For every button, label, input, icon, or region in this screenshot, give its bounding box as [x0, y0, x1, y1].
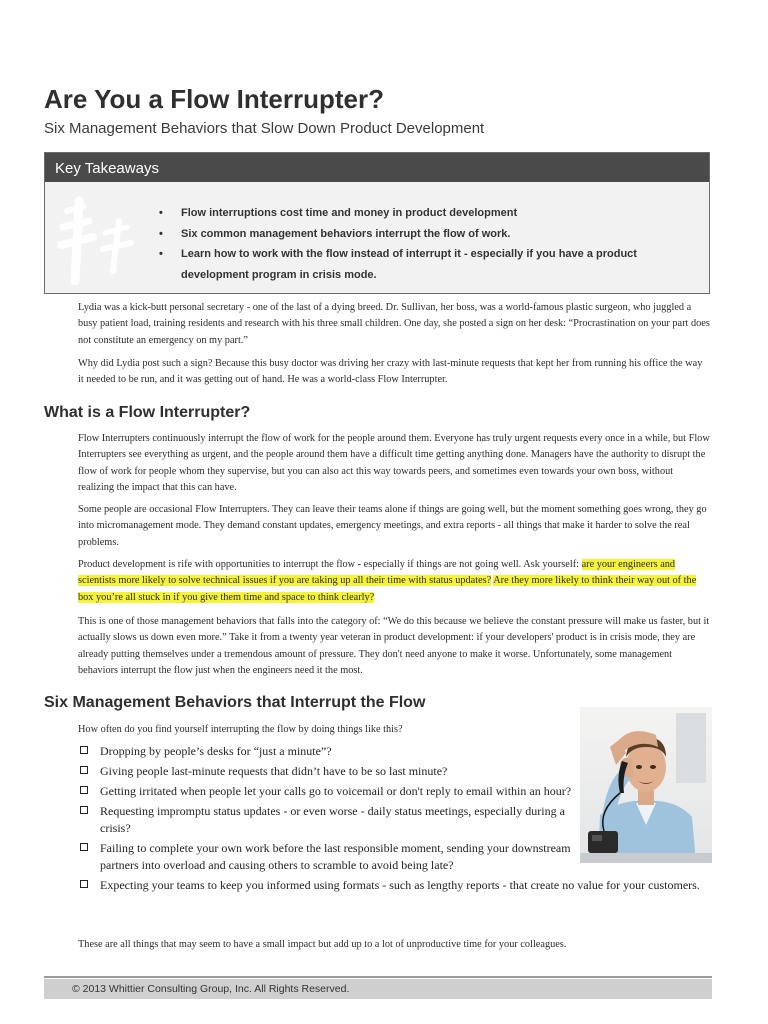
key-takeaways-box: [44, 152, 710, 294]
section1-paragraph-1: Flow Interrupters continuously interrupt the flow of work for the people around them. Everyone has truly urgent requests every once in a while, but Flow Interrupters see everything as urgent, and the people around them have a difficult time getting anything done. Managers have the authority to disrupt the flow of work for people whom they supervise, but you can also act this way towards peers, and sometimes even towards your own boss, without realizing the impact that this can have.: [78, 433, 710, 493]
key-takeaways-heading: Key Takeaways: [45, 153, 709, 182]
section-heading-flow-interrupter: What is a Flow Interrupter?: [44, 404, 251, 421]
list-item: Dropping by people’s desks for “just a minute”?: [78, 743, 578, 760]
footer-copyright: © 2013 Whittier Consulting Group, Inc. All Rights Reserved.: [44, 979, 712, 999]
highlighted-question-2: Are they more likely to think their way out of the box you’re all stuck in if you give them time and space to think clearly?: [78, 575, 697, 603]
list-item: Requesting impromptu status updates - or even worse - daily status meetings, especially during a crisis?: [78, 803, 578, 837]
list-item: Failing to complete your own work before the last responsible moment, sending your downstream partners into overload and causing others to scramble to avoid being late?: [78, 840, 578, 874]
section1-paragraph-2: Some people are occasional Flow Interrupters. They can leave their teams alone if things are going well, but the moment something goes wrong, they go into micromanagement mode. They demand constant updates, emergency meetings, and extra reports - all things that make it harder to solve the real problems.: [78, 504, 707, 548]
checkbox-icon: [80, 786, 88, 794]
section1-paragraph-3: Product development is rife with opportunities to interrupt the flow - especially if things are not going well. Ask yourself: are your engineers and scientists more likely to solve technical issues if you are taking up all their time with status updates? Are they more likely to think their way out of the box you’re all stuck in if you give them time and space to think clearly?: [78, 559, 697, 603]
page-title: Are You a Flow Interrupter?: [44, 84, 384, 114]
list-item: • Learn how to work with the flow instead of interrupt it - especially if you have a product development program in crisis mode.: [181, 244, 701, 285]
highlighted-question-1: are your engineers and scientists more likely to solve technical issues if you are taking up all their time with status updates?: [78, 559, 676, 587]
key-takeaways-list: [159, 203, 701, 285]
checkbox-icon: [80, 843, 88, 851]
checkbox-icon: [80, 806, 88, 814]
list-item: Expecting your teams to keep you informed using formats - such as lengthy reports - that create no value for your customers.: [78, 877, 720, 894]
section-heading-six-behaviors: Six Management Behaviors that Interrupt the Flow: [44, 694, 426, 711]
intro-paragraph-2: Why did Lydia post such a sign? Because this busy doctor was driving her crazy with last-minute requests that kept her from running his office the way it needed to be run, and it was getting out of hand. He was a world-class Flow Interrupter.: [78, 358, 703, 386]
list-item: Giving people last-minute requests that didn’t have to be so last minute?: [78, 763, 578, 780]
section2-closing: These are all things that may seem to have a small impact but add up to a lot of unproductive time for your colleagues.: [78, 939, 567, 950]
footer-divider: [44, 976, 712, 978]
section1-paragraph-4: This is one of those management behaviors that falls into the category of: “We do this because we believe the constant pressure will make us faster, but it actually slows us down even more.” Take it from a twenty year veteran in product development: if your developers' product is in crisis mode, they are already putting themselves under a tremendous amount of pressure. They don't need anyone to make it worse. Unfortunately, some management behaviors interrupt the flow just when the engineers need it the most.: [78, 616, 710, 676]
brush-stroke-glyph-icon: [53, 193, 143, 285]
checkbox-icon: [80, 880, 88, 888]
list-item: Getting irritated when people let your calls go to voicemail or don't reply to email within an hour?: [78, 783, 578, 800]
bullet-icon: •: [159, 227, 163, 240]
intro-paragraph-1: Lydia was a kick-butt personal secretary - one of the last of a dying breed. Dr. Sullivan, her boss, was a world-famous plastic surgeon, who juggled a busy patient load, training residents and research with his three small children. One day, she posted a sign on her desk: “Procrastination on your part does not constitute an emergency on my part.”: [78, 302, 710, 346]
page-subtitle: Six Management Behaviors that Slow Down Product Development: [44, 120, 485, 137]
bullet-icon: •: [159, 248, 163, 260]
checkbox-icon: [80, 746, 88, 754]
behaviors-checklist: [78, 743, 700, 897]
list-item: • Six common management behaviors interrupt the flow of work.: [181, 224, 701, 245]
list-item: • Flow interruptions cost time and money in product development: [181, 203, 701, 224]
bullet-icon: •: [159, 207, 163, 219]
stressed-man-on-phone-photo: [580, 707, 712, 863]
section2-intro: How often do you find yourself interrupting the flow by doing things like this?: [78, 724, 403, 735]
checkbox-icon: [80, 766, 88, 774]
